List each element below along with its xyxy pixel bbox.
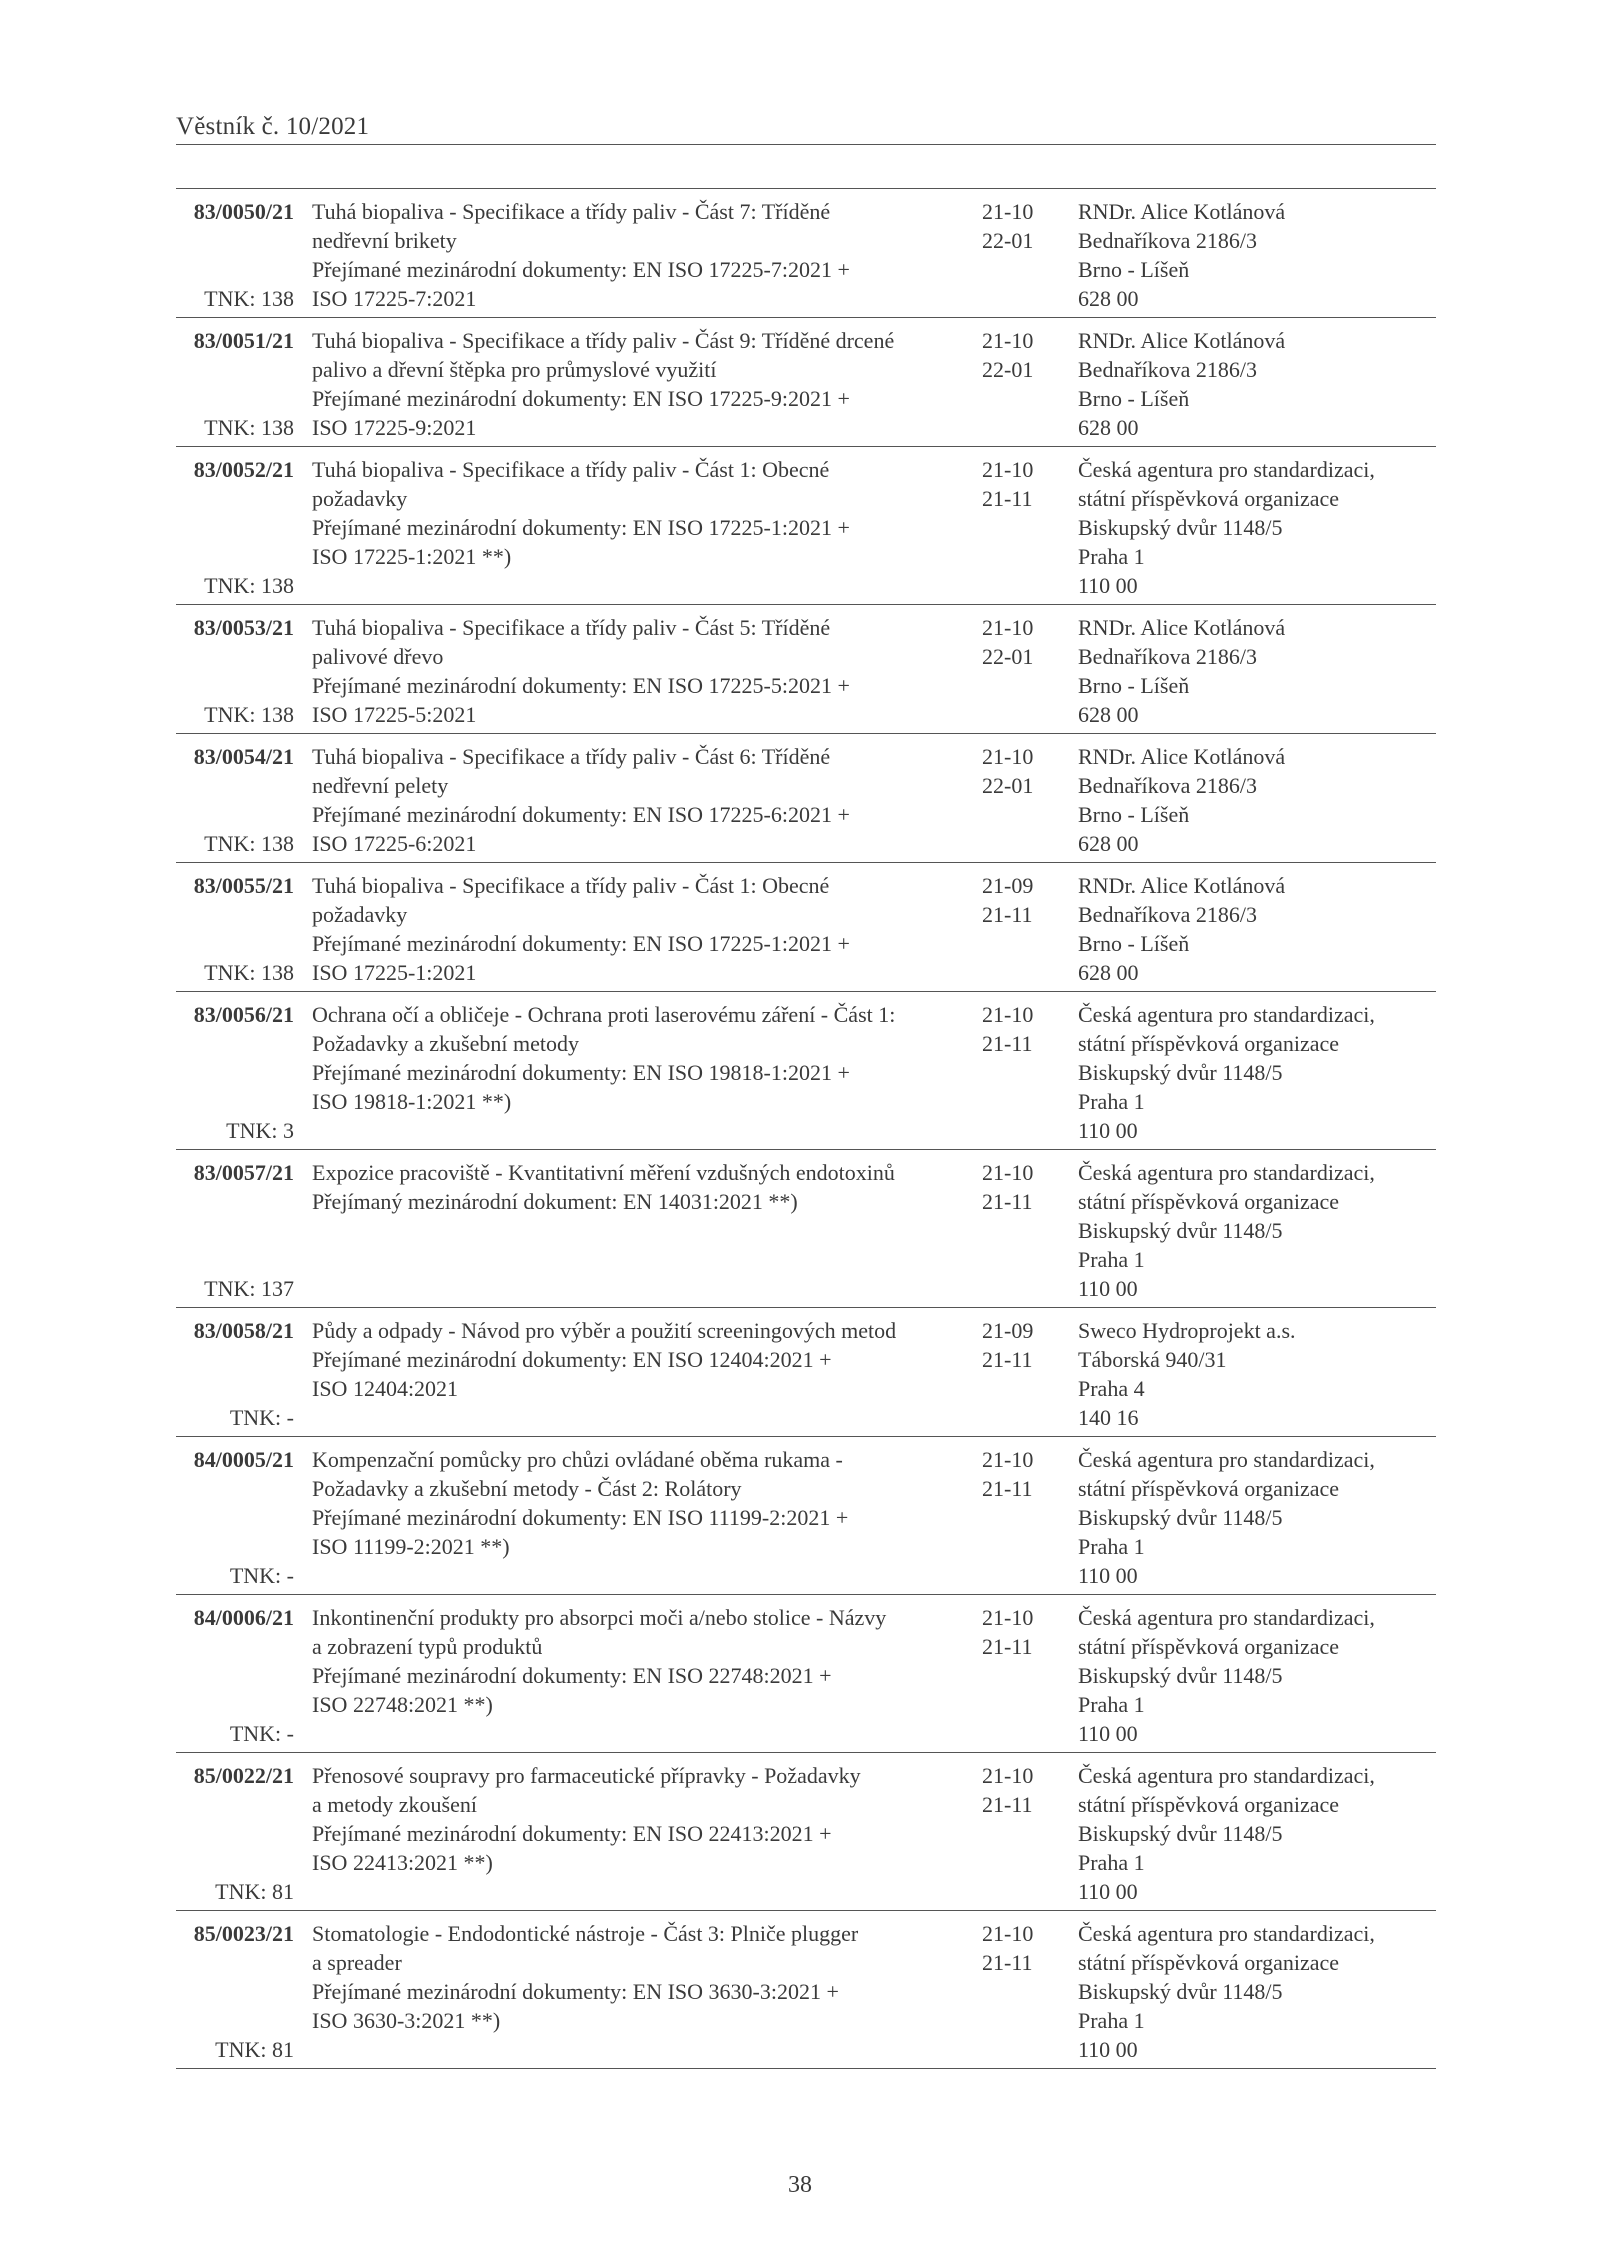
tnk-label: TNK: - bbox=[229, 1563, 294, 1588]
table-row bbox=[176, 992, 1436, 1150]
table-row bbox=[176, 447, 1436, 605]
entry-address-cell bbox=[1070, 1445, 1436, 1590]
address-line: Praha 1 bbox=[1078, 2008, 1145, 2033]
title-line: Kompenzační pomůcky pro chůzi ovládané oběma rukama - bbox=[312, 1447, 843, 1472]
date-line: 22-01 bbox=[982, 357, 1034, 382]
title-line: ISO 3630-3:2021 **) bbox=[312, 2008, 501, 2033]
address-line: Praha 1 bbox=[1078, 1247, 1145, 1272]
tnk-label: TNK: 138 bbox=[204, 831, 294, 856]
title-line: Přejímané mezinárodní dokumenty: EN ISO 17225-6:2021 + bbox=[312, 802, 850, 827]
date-line: 21-10 bbox=[982, 199, 1034, 224]
date-line: 21-10 bbox=[982, 1763, 1034, 1788]
address-line: Praha 1 bbox=[1078, 1089, 1145, 1114]
title-line: Ochrana očí a obličeje - Ochrana proti laserovému záření - Část 1: bbox=[312, 1002, 896, 1027]
title-line: Přejímané mezinárodní dokumenty: EN ISO 17225-1:2021 + bbox=[312, 515, 850, 540]
date-line: 21-10 bbox=[982, 457, 1034, 482]
address-line: Praha 1 bbox=[1078, 1692, 1145, 1717]
address-line: státní příspěvková organizace bbox=[1078, 1792, 1340, 1817]
table-row bbox=[176, 1437, 1436, 1595]
entry-dates-cell bbox=[968, 1761, 1070, 1906]
address-line: Biskupský dvůr 1148/5 bbox=[1078, 1060, 1283, 1085]
address-line: státní příspěvková organizace bbox=[1078, 1189, 1340, 1214]
address-line: 628 00 bbox=[1078, 702, 1139, 727]
date-line: 21-10 bbox=[982, 1605, 1034, 1630]
entry-number: 84/0006/21 bbox=[193, 1605, 294, 1630]
entry-dates-cell bbox=[968, 1316, 1070, 1432]
title-line: a zobrazení typů produktů bbox=[312, 1634, 543, 1659]
date-line: 21-11 bbox=[982, 1031, 1033, 1056]
date-line: 21-11 bbox=[982, 1189, 1033, 1214]
address-line: 110 00 bbox=[1078, 1118, 1138, 1143]
entry-id-cell bbox=[176, 1158, 302, 1303]
date-line: 21-10 bbox=[982, 1447, 1034, 1472]
entry-id-cell bbox=[176, 1445, 302, 1590]
table-row bbox=[176, 1595, 1436, 1753]
address-line: 110 00 bbox=[1078, 573, 1138, 598]
entry-address-cell bbox=[1070, 455, 1436, 600]
address-line: 110 00 bbox=[1078, 1563, 1138, 1588]
entry-title-cell bbox=[302, 1919, 968, 2064]
date-line: 21-09 bbox=[982, 873, 1034, 898]
title-line: ISO 11199-2:2021 **) bbox=[312, 1534, 510, 1559]
address-line: Bednaříkova 2186/3 bbox=[1078, 773, 1258, 798]
date-line: 21-10 bbox=[982, 1002, 1034, 1027]
address-line: Česká agentura pro standardizaci, bbox=[1078, 1921, 1375, 1946]
page-number: 38 bbox=[788, 2172, 812, 2198]
address-line: Česká agentura pro standardizaci, bbox=[1078, 457, 1375, 482]
title-line: Tuhá biopaliva - Specifikace a třídy paliv - Část 7: Tříděné bbox=[312, 199, 831, 224]
date-line: 21-10 bbox=[982, 744, 1034, 769]
tnk-label: TNK: 137 bbox=[204, 1276, 294, 1301]
address-line: Česká agentura pro standardizaci, bbox=[1078, 1447, 1375, 1472]
tnk-label: TNK: 138 bbox=[204, 573, 294, 598]
address-line: Biskupský dvůr 1148/5 bbox=[1078, 515, 1283, 540]
title-line: ISO 17225-7:2021 bbox=[312, 286, 477, 311]
table-row bbox=[176, 734, 1436, 863]
entry-id-cell bbox=[176, 871, 302, 987]
address-line: státní příspěvková organizace bbox=[1078, 1476, 1340, 1501]
entry-address-cell bbox=[1070, 1316, 1436, 1432]
address-line: 628 00 bbox=[1078, 960, 1139, 985]
entry-id-cell bbox=[176, 197, 302, 313]
title-line: Přenosové soupravy pro farmaceutické přípravky - Požadavky bbox=[312, 1763, 861, 1788]
title-line: Přejímané mezinárodní dokumenty: EN ISO 17225-7:2021 + bbox=[312, 257, 850, 282]
title-line: Expozice pracoviště - Kvantitativní měření vzdušných endotoxinů bbox=[312, 1160, 895, 1185]
entry-title-cell bbox=[302, 1761, 968, 1906]
entry-title-cell bbox=[302, 326, 968, 442]
address-line: Bednaříkova 2186/3 bbox=[1078, 228, 1258, 253]
entry-dates-cell bbox=[968, 1158, 1070, 1303]
entry-id-cell bbox=[176, 1603, 302, 1748]
entry-title-cell bbox=[302, 1158, 968, 1303]
address-line: Praha 1 bbox=[1078, 1850, 1145, 1875]
title-line: požadavky bbox=[312, 486, 408, 511]
table-row bbox=[176, 605, 1436, 734]
entry-address-cell bbox=[1070, 1603, 1436, 1748]
tnk-label: TNK: 81 bbox=[215, 1879, 294, 1904]
entry-dates-cell bbox=[968, 1445, 1070, 1590]
address-line: Táborská 940/31 bbox=[1078, 1347, 1227, 1372]
title-line: nedřevní pelety bbox=[312, 773, 449, 798]
address-line: RNDr. Alice Kotlánová bbox=[1078, 199, 1286, 224]
address-line: 110 00 bbox=[1078, 1276, 1138, 1301]
title-line: palivové dřevo bbox=[312, 644, 444, 669]
table-row bbox=[176, 1753, 1436, 1911]
entry-id-cell bbox=[176, 326, 302, 442]
entry-title-cell bbox=[302, 871, 968, 987]
address-line: Česká agentura pro standardizaci, bbox=[1078, 1605, 1375, 1630]
title-line: Tuhá biopaliva - Specifikace a třídy paliv - Část 1: Obecné bbox=[312, 873, 830, 898]
title-line: ISO 17225-1:2021 **) bbox=[312, 544, 512, 569]
entry-title-cell bbox=[302, 742, 968, 858]
table-row bbox=[176, 189, 1436, 318]
standards-table bbox=[176, 188, 1436, 2069]
address-line: Sweco Hydroprojekt a.s. bbox=[1078, 1318, 1296, 1343]
entry-address-cell bbox=[1070, 1000, 1436, 1145]
table-row bbox=[176, 863, 1436, 992]
entry-title-cell bbox=[302, 455, 968, 600]
date-line: 21-11 bbox=[982, 1347, 1033, 1372]
title-line: Přejímané mezinárodní dokumenty: EN ISO 12404:2021 + bbox=[312, 1347, 832, 1372]
entry-dates-cell bbox=[968, 326, 1070, 442]
title-line: a metody zkoušení bbox=[312, 1792, 477, 1817]
entry-id-cell bbox=[176, 1316, 302, 1432]
address-line: Praha 4 bbox=[1078, 1376, 1145, 1401]
address-line: Biskupský dvůr 1148/5 bbox=[1078, 1663, 1283, 1688]
title-line: Požadavky a zkušební metody - Část 2: Rolátory bbox=[312, 1476, 742, 1501]
title-line: ISO 12404:2021 bbox=[312, 1376, 459, 1401]
title-line: ISO 17225-6:2021 bbox=[312, 831, 477, 856]
address-line: Česká agentura pro standardizaci, bbox=[1078, 1763, 1375, 1788]
tnk-label: TNK: 3 bbox=[226, 1118, 294, 1143]
title-line: Přejímané mezinárodní dokumenty: EN ISO 11199-2:2021 + bbox=[312, 1505, 849, 1530]
date-line: 21-11 bbox=[982, 1792, 1033, 1817]
address-line: Bednaříkova 2186/3 bbox=[1078, 357, 1258, 382]
entry-address-cell bbox=[1070, 197, 1436, 313]
date-line: 21-09 bbox=[982, 1318, 1034, 1343]
address-line: 110 00 bbox=[1078, 2037, 1138, 2062]
tnk-label: TNK: 138 bbox=[204, 960, 294, 985]
entry-dates-cell bbox=[968, 197, 1070, 313]
title-line: Přejímané mezinárodní dokumenty: EN ISO 3630-3:2021 + bbox=[312, 1979, 839, 2004]
title-line: Inkontinenční produkty pro absorpci moči a/nebo stolice - Názvy bbox=[312, 1605, 887, 1630]
entry-number: 83/0055/21 bbox=[193, 873, 294, 898]
entry-number: 85/0022/21 bbox=[193, 1763, 294, 1788]
entry-id-cell bbox=[176, 613, 302, 729]
address-line: 110 00 bbox=[1078, 1721, 1138, 1746]
date-line: 21-10 bbox=[982, 615, 1034, 640]
table-row bbox=[176, 1308, 1436, 1437]
address-line: Biskupský dvůr 1148/5 bbox=[1078, 1505, 1283, 1530]
entry-number: 83/0058/21 bbox=[193, 1318, 294, 1343]
entry-title-cell bbox=[302, 1445, 968, 1590]
address-line: Brno - Líšeň bbox=[1078, 257, 1190, 282]
entry-number: 85/0023/21 bbox=[193, 1921, 294, 1946]
title-line: požadavky bbox=[312, 902, 408, 927]
entry-id-cell bbox=[176, 455, 302, 600]
entry-address-cell bbox=[1070, 1158, 1436, 1303]
title-line: Přejímané mezinárodní dokumenty: EN ISO 17225-5:2021 + bbox=[312, 673, 850, 698]
entry-dates-cell bbox=[968, 871, 1070, 987]
title-line: Tuhá biopaliva - Specifikace a třídy paliv - Část 1: Obecné bbox=[312, 457, 830, 482]
address-line: Bednaříkova 2186/3 bbox=[1078, 644, 1258, 669]
title-line: ISO 22413:2021 **) bbox=[312, 1850, 493, 1875]
title-line: ISO 22748:2021 **) bbox=[312, 1692, 493, 1717]
title-line: Půdy a odpady - Návod pro výběr a použití screeningových metod bbox=[312, 1318, 897, 1343]
date-line: 22-01 bbox=[982, 228, 1034, 253]
address-line: státní příspěvková organizace bbox=[1078, 1031, 1340, 1056]
entry-id-cell bbox=[176, 742, 302, 858]
address-line: Praha 1 bbox=[1078, 544, 1145, 569]
entry-address-cell bbox=[1070, 871, 1436, 987]
entry-title-cell bbox=[302, 1603, 968, 1748]
date-line: 21-11 bbox=[982, 902, 1033, 927]
table-row bbox=[176, 1150, 1436, 1308]
title-line: palivo a dřevní štěpka pro průmyslové využití bbox=[312, 357, 717, 382]
entry-id-cell bbox=[176, 1000, 302, 1145]
address-line: státní příspěvková organizace bbox=[1078, 1634, 1340, 1659]
entry-id-cell bbox=[176, 1761, 302, 1906]
entry-number: 83/0053/21 bbox=[193, 615, 294, 640]
date-line: 21-11 bbox=[982, 1950, 1033, 1975]
tnk-label: TNK: - bbox=[229, 1721, 294, 1746]
entry-address-cell bbox=[1070, 613, 1436, 729]
address-line: Brno - Líšeň bbox=[1078, 386, 1190, 411]
entry-title-cell bbox=[302, 1000, 968, 1145]
entry-dates-cell bbox=[968, 1000, 1070, 1145]
title-line: ISO 19818-1:2021 **) bbox=[312, 1089, 512, 1114]
address-line: 628 00 bbox=[1078, 286, 1139, 311]
address-line: 110 00 bbox=[1078, 1879, 1138, 1904]
address-line: 628 00 bbox=[1078, 831, 1139, 856]
address-line: RNDr. Alice Kotlánová bbox=[1078, 873, 1286, 898]
address-line: RNDr. Alice Kotlánová bbox=[1078, 744, 1286, 769]
date-line: 21-11 bbox=[982, 1634, 1033, 1659]
title-line: Přejímaný mezinárodní dokument: EN 14031:2021 **) bbox=[312, 1189, 798, 1214]
entry-number: 83/0057/21 bbox=[193, 1160, 294, 1185]
entry-title-cell bbox=[302, 197, 968, 313]
address-line: Česká agentura pro standardizaci, bbox=[1078, 1160, 1375, 1185]
title-line: a spreader bbox=[312, 1950, 402, 1975]
address-line: Biskupský dvůr 1148/5 bbox=[1078, 1821, 1283, 1846]
entry-id-cell bbox=[176, 1919, 302, 2064]
entry-dates-cell bbox=[968, 613, 1070, 729]
table-row bbox=[176, 1911, 1436, 2069]
address-line: 140 16 bbox=[1078, 1405, 1139, 1430]
entry-number: 83/0050/21 bbox=[193, 199, 294, 224]
address-line: Brno - Líšeň bbox=[1078, 931, 1190, 956]
address-line: Česká agentura pro standardizaci, bbox=[1078, 1002, 1375, 1027]
title-line: Přejímané mezinárodní dokumenty: EN ISO 17225-1:2021 + bbox=[312, 931, 850, 956]
tnk-label: TNK: 138 bbox=[204, 415, 294, 440]
header-divider bbox=[176, 144, 1436, 145]
title-line: Tuhá biopaliva - Specifikace a třídy paliv - Část 9: Tříděné drcené bbox=[312, 328, 895, 353]
address-line: Brno - Líšeň bbox=[1078, 802, 1190, 827]
title-line: ISO 17225-9:2021 bbox=[312, 415, 477, 440]
entry-title-cell bbox=[302, 1316, 968, 1432]
tnk-label: TNK: 81 bbox=[215, 2037, 294, 2062]
title-line: Přejímané mezinárodní dokumenty: EN ISO 17225-9:2021 + bbox=[312, 386, 850, 411]
date-line: 21-11 bbox=[982, 486, 1033, 511]
entry-address-cell bbox=[1070, 326, 1436, 442]
tnk-label: TNK: - bbox=[229, 1405, 294, 1430]
page-header-title: Věstník č. 10/2021 bbox=[176, 113, 370, 140]
date-line: 21-10 bbox=[982, 1160, 1034, 1185]
entry-number: 83/0052/21 bbox=[193, 457, 294, 482]
address-line: RNDr. Alice Kotlánová bbox=[1078, 615, 1286, 640]
date-line: 22-01 bbox=[982, 644, 1034, 669]
title-line: Přejímané mezinárodní dokumenty: EN ISO 19818-1:2021 + bbox=[312, 1060, 850, 1085]
address-line: státní příspěvková organizace bbox=[1078, 486, 1340, 511]
entry-address-cell bbox=[1070, 1919, 1436, 2064]
address-line: Praha 1 bbox=[1078, 1534, 1145, 1559]
title-line: ISO 17225-5:2021 bbox=[312, 702, 477, 727]
entry-number: 84/0005/21 bbox=[193, 1447, 294, 1472]
title-line: Přejímané mezinárodní dokumenty: EN ISO 22413:2021 + bbox=[312, 1821, 832, 1846]
address-line: Brno - Líšeň bbox=[1078, 673, 1190, 698]
entry-number: 83/0051/21 bbox=[193, 328, 294, 353]
entry-dates-cell bbox=[968, 1919, 1070, 2064]
address-line: 628 00 bbox=[1078, 415, 1139, 440]
title-line: ISO 17225-1:2021 bbox=[312, 960, 477, 985]
address-line: státní příspěvková organizace bbox=[1078, 1950, 1340, 1975]
title-line: nedřevní brikety bbox=[312, 228, 457, 253]
tnk-label: TNK: 138 bbox=[204, 286, 294, 311]
address-line: Biskupský dvůr 1148/5 bbox=[1078, 1218, 1283, 1243]
address-line: RNDr. Alice Kotlánová bbox=[1078, 328, 1286, 353]
address-line: Bednaříkova 2186/3 bbox=[1078, 902, 1258, 927]
date-line: 21-10 bbox=[982, 328, 1034, 353]
entry-number: 83/0054/21 bbox=[193, 744, 294, 769]
entry-title-cell bbox=[302, 613, 968, 729]
date-line: 22-01 bbox=[982, 773, 1034, 798]
entry-address-cell bbox=[1070, 742, 1436, 858]
title-line: Stomatologie - Endodontické nástroje - Část 3: Plniče plugger bbox=[312, 1921, 859, 1946]
entry-number: 83/0056/21 bbox=[193, 1002, 294, 1027]
table-row bbox=[176, 318, 1436, 447]
date-line: 21-10 bbox=[982, 1921, 1034, 1946]
entry-dates-cell bbox=[968, 455, 1070, 600]
date-line: 21-11 bbox=[982, 1476, 1033, 1501]
entry-dates-cell bbox=[968, 742, 1070, 858]
title-line: Tuhá biopaliva - Specifikace a třídy paliv - Část 5: Tříděné bbox=[312, 615, 831, 640]
entry-address-cell bbox=[1070, 1761, 1436, 1906]
entry-dates-cell bbox=[968, 1603, 1070, 1748]
title-line: Přejímané mezinárodní dokumenty: EN ISO 22748:2021 + bbox=[312, 1663, 832, 1688]
tnk-label: TNK: 138 bbox=[204, 702, 294, 727]
title-line: Požadavky a zkušební metody bbox=[312, 1031, 579, 1056]
title-line: Tuhá biopaliva - Specifikace a třídy paliv - Část 6: Tříděné bbox=[312, 744, 831, 769]
address-line: Biskupský dvůr 1148/5 bbox=[1078, 1979, 1283, 2004]
